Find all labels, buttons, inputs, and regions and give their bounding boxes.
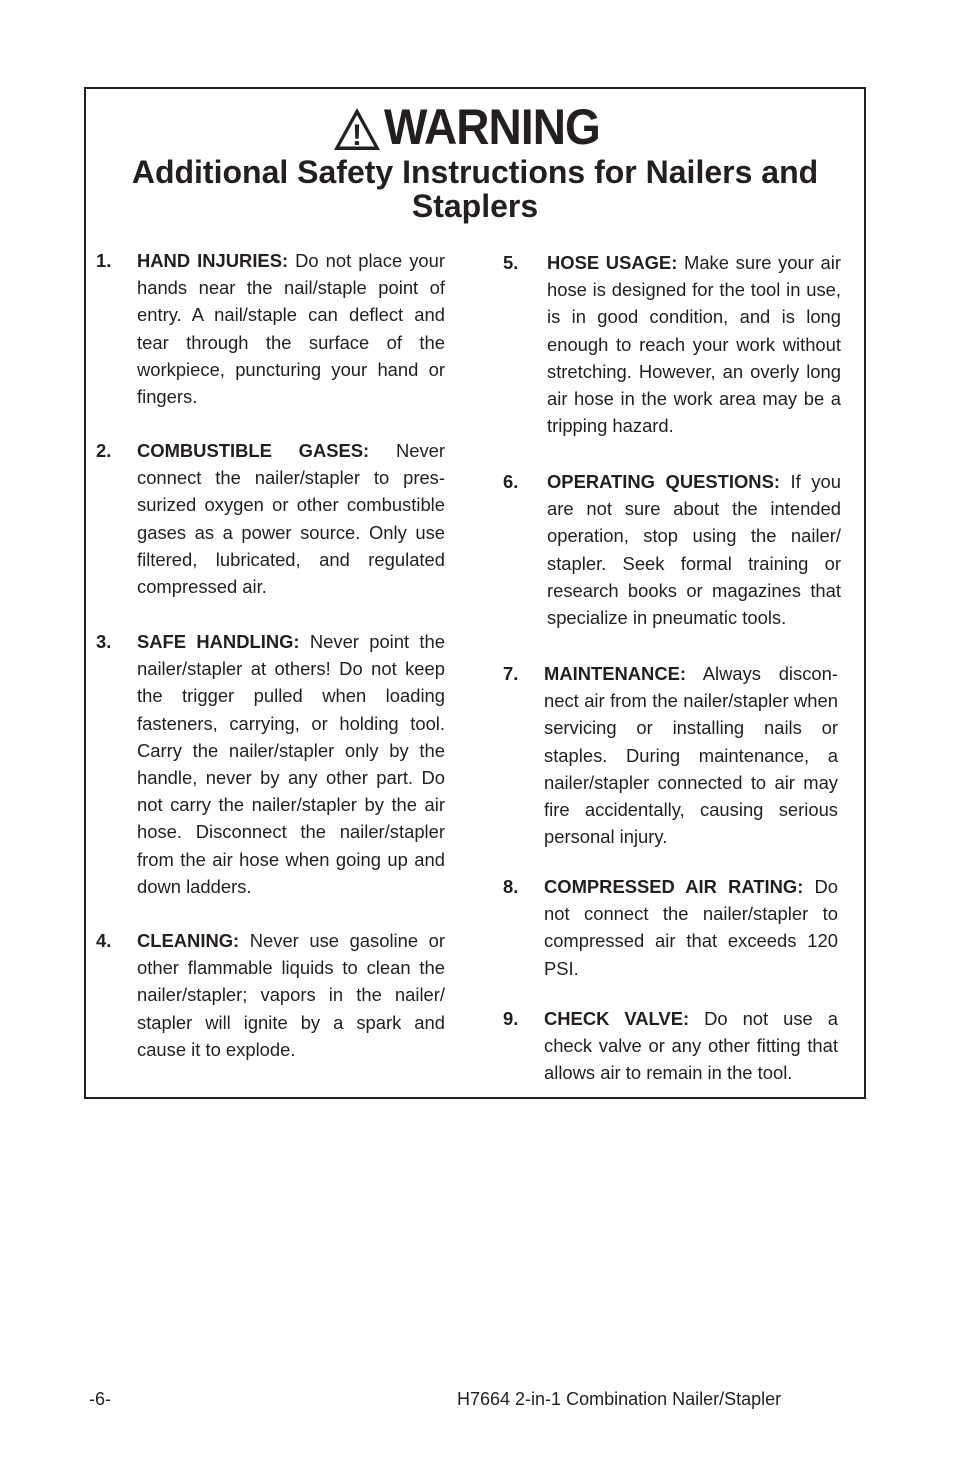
- item-text: Never point the nailer/stapler at others! Do not keep the trigger pulled when loading fasteners, carrying, or holding tool. Carry the nailer/stapler only by the handle, never by any other part. Do not carry the nailer/stapler by the air hose. Disconnect the nailer/stapler from the air hose when going up and down ladders.: [137, 631, 445, 897]
- warning-header: [86, 99, 864, 155]
- item-text: Do not use a check valve or any other fitting that allows air to remain in the tool.: [544, 1008, 838, 1084]
- list-item-3: [96, 628, 445, 900]
- list-item-4: [96, 927, 445, 1063]
- list-item-1: [96, 247, 445, 410]
- item-heading: MAINTENANCE:: [544, 663, 687, 684]
- item-heading: CLEANING:: [137, 930, 240, 951]
- item-text: Never connect the nailer/stapler to pressurized oxygen or other combustible gases as a power source. Only use filtered, lubricated, and regulated compressed air.: [137, 440, 445, 598]
- item-heading: COMBUSTIBLE GASES:: [137, 440, 370, 461]
- item-heading: CHECK VALVE:: [544, 1008, 690, 1029]
- footer-product-name: H7664 2-in-1 Combination Nailer/Stapler: [457, 1389, 782, 1409]
- list-item-8: [503, 873, 838, 982]
- warning-title: WARNING: [383, 99, 600, 155]
- item-number: 4.: [96, 930, 112, 951]
- list-item-7: [503, 660, 838, 850]
- item-number: 7.: [503, 663, 519, 684]
- list-item-2: [96, 437, 445, 600]
- item-text: Do not place your hands near the nail/staple point of entry. A nail/staple can deflect and tear through the surface of the workpiece, puncturing your hand or fingers.: [137, 250, 445, 408]
- item-number: 6.: [503, 471, 519, 492]
- item-text: Always disconnect air from the nailer/stapler when servicing or installing nails or staples. During maintenance, a nailer/stapler connected to air may fire accidentally, causing serious personal injury.: [544, 663, 838, 848]
- item-heading: SAFE HANDLING:: [137, 631, 300, 652]
- item-heading: COMPRESSED AIR RATING:: [544, 876, 804, 897]
- item-heading: OPERATING QUESTIONS:: [547, 471, 780, 492]
- item-heading: HOSE USAGE:: [547, 252, 678, 273]
- item-number: 2.: [96, 440, 112, 461]
- item-number: 3.: [96, 631, 112, 652]
- item-text: Do not connect the nailer/stapler to compressed air that exceeds 120 PSI.: [544, 876, 838, 979]
- warning-triangle-icon: [332, 106, 382, 152]
- list-item-9: [503, 1005, 838, 1087]
- list-item-5: [503, 249, 841, 439]
- item-text: Make sure your air hose is designed for the tool in use, is in good condition, and is long enough to reach your work without stretching. However, an overly long air hose in the work area may be a tripping hazard.: [547, 252, 841, 437]
- list-item-6: [503, 468, 841, 631]
- item-heading: HAND INJURIES:: [137, 250, 289, 271]
- item-text: Never use gasoline or other flammable liquids to clean the nailer/stapler; vapors in the nailer/ stapler will ignite by a spark and cause it to explode.: [137, 930, 445, 1060]
- item-number: 9.: [503, 1008, 519, 1029]
- page-subtitle: Additional Safety Instructions for Nailers and Staplers: [131, 154, 819, 224]
- item-text: If you are not sure about the intended operation, stop using the nailer/ stapler. Seek formal training or research books or magazines that specialize in pneumatic tools.: [547, 471, 842, 629]
- item-number: 1.: [96, 250, 112, 271]
- warning-exclamation: !: [351, 119, 362, 152]
- item-number: 5.: [503, 252, 519, 273]
- item-number: 8.: [503, 876, 519, 897]
- page-number: -6-: [89, 1389, 111, 1409]
